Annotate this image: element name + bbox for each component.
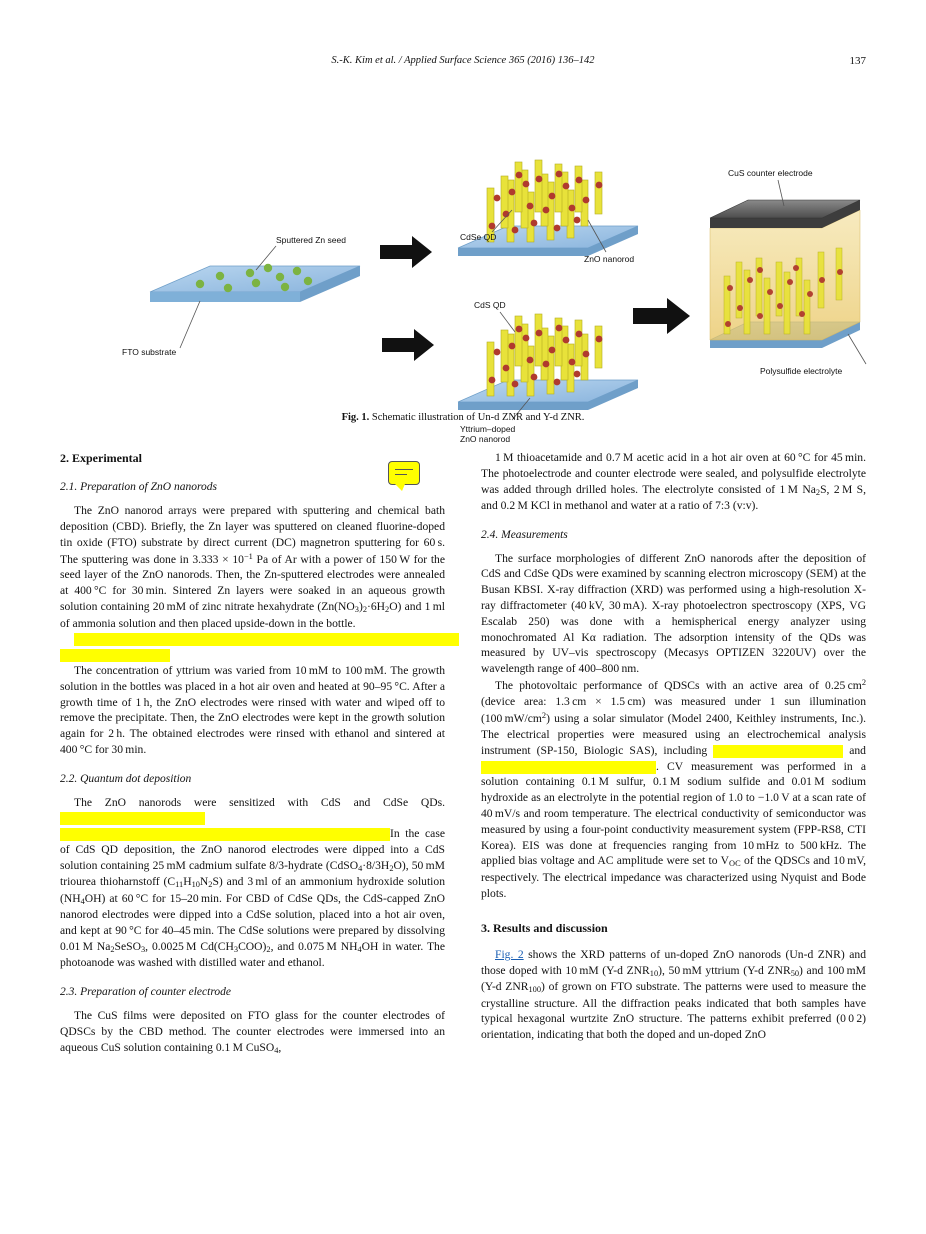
p2-part-c: ·8/3H: [362, 858, 390, 872]
figure-caption: [60, 412, 866, 423]
subsection-heading-2-3: 2.3. Preparation of counter electrode: [60, 986, 231, 999]
redacted-inline-2: [60, 828, 390, 841]
fig-arrow-right: [633, 298, 690, 334]
p2-sub-4: 4: [358, 863, 363, 873]
p6-part-e: of the QDSCs and 10 mV, respectively. The electrical impedance was characterized using Nyquist and Bode plots.: [481, 854, 866, 900]
p1-sub-2: 2: [362, 605, 367, 615]
redacted-block-1: [60, 631, 445, 663]
p6-sup-2: 2: [541, 710, 547, 720]
paragraph-photovoltaic: [481, 677, 866, 901]
fig-label-sputtered-zn-seed: Sputtered Zn seed: [276, 235, 346, 245]
p2-part-k: COO): [238, 939, 267, 953]
p7-part-d: ) of grown on FTO substrate. The patterns were used to measure the crystalline structure. All the diffraction peaks indicated that both samples have typical hexagonal wurtzite ZnO structure. The patterns exhibit preferred (0 0 2) orientation, indicating that both the doped and un-doped ZnO: [481, 980, 866, 1042]
p1-part-b: Pa of Ar with a power of 150 W for the seed layer of the ZnO nanorods. Then, the Zn-sputtered electrodes were annealed at 400 °C for 30 min. Sintered Zn layers were soaked in an aqueous growth solution containing 20 mM of zinc nitrate hexahydrate (Zn(NO: [60, 552, 445, 614]
running-head: [60, 55, 866, 69]
p2-sub-2: 2: [389, 863, 394, 873]
p6-part-a: The photovoltaic performance of QDSCs with an active area of 0.25 cm: [495, 679, 862, 693]
p6-part-c: ) using a solar simulator (Model 2400, Keithley instruments, Inc.). The electrical properties were measured using an electrochemical analysis instrument (SP-150, Biologic SAS), including: [481, 712, 866, 757]
p4-part-a: 1 M thioacetamide and 0.7 M acetic acid in a hot air oven at 60 °C for 45 min. The photoelectrode and counter electrode were sealed, and polysulfide electrolyte was added through drilled holes. The electrolyte consisted of 1 M Na: [481, 451, 866, 496]
paragraph-measurements: [481, 551, 866, 678]
p2-part-h: OH) at 60 °C for 15–20 min. For CBD of CdSe QDs, the CdS-capped ZnO nanorod electrodes were dipped into a CdSe solution, placed into a hot air oven, and kept at 90 °C for 40–45 min. The CdSe solutions were prepared by dissolving 0.01 M Na: [60, 891, 445, 953]
page-number: 137: [849, 55, 866, 67]
paragraph-zno-preparation: [60, 503, 445, 631]
p2-sub-3: 3: [140, 945, 146, 954]
subsection-heading-2-4: 2.4. Measurements: [481, 528, 568, 541]
section-heading-results: 3. Results and discussion: [481, 920, 608, 935]
p2-sub-2c: 2: [110, 945, 115, 954]
p1-sup: −1: [243, 551, 253, 561]
subsection-heading-2-2: 2.2. Quantum dot deposition: [60, 772, 192, 785]
p5-part-a: The surface morphologies of different ZnO nanorods after the deposition of CdS and CdSe QDs were examined by scanning electron microscopy (SEM) at the Busan KBSI. X-ray diffraction (XRD) was performed using a high-resolution X-ray diffractometer (40 kV, 30 mA). X-ray photoelectron spectroscopy (XPS, VG Escalab 250) was done with a hemispherical energy analyzer using monochromated Al Kα radiation. The adsorption intensity of the QDs was measured by UV–vis spectroscopy (Mecasys OPTIZEN 3220UV) over the wavelength range of 400–800 nm.: [481, 551, 866, 676]
p7-sub-100: 100: [528, 985, 542, 995]
p1-part-c: ): [358, 600, 363, 614]
fig-label-yttrium-doped: Yttrium–doped: [460, 424, 516, 434]
p2-part-i: SeSO: [114, 939, 141, 953]
p2-part-f: N: [199, 875, 209, 889]
p2-part-m: OH in water. The photoanode was washed with distilled water and ethanol.: [60, 939, 445, 970]
fig-label-polysulfide-electrolyte: Polysulfide electrolyte: [760, 366, 843, 376]
fig-arrow-up: [380, 236, 432, 268]
fig-left-substrate: [122, 235, 360, 357]
redacted-inline-3: [713, 745, 843, 758]
paragraph-counter-electrode-cont: [481, 450, 866, 514]
p1-part-d: ·6H: [366, 600, 386, 614]
redacted-inline-4: [481, 761, 656, 774]
fig-label-fto-substrate: FTO substrate: [122, 347, 177, 357]
p1-sub-2b: 2: [385, 605, 390, 615]
p2-part-j: , 0.0025 M Cd(CH: [145, 939, 234, 953]
p2-sub-10: 10: [191, 880, 200, 890]
p7-part-b: ), 50 mM yttrium (Y-d ZNR: [658, 963, 791, 977]
fig-label-zno-nanorod: ZnO nanorod: [584, 254, 635, 264]
redacted-line-2: [60, 649, 170, 662]
paragraph-qd-deposition: [60, 795, 445, 972]
p3-part-a: The CuS films were deposited on FTO glass for the counter electrodes of QDSCs by the CBD method. The counter electrodes were immersed into an aqueous CuS solution containing 0.1 M CuSO: [60, 1008, 445, 1054]
p7-sub-50: 50: [790, 968, 800, 978]
paragraph-counter-electrode: [60, 1008, 445, 1056]
subsection-heading-2-1: 2.1. Preparation of ZnO nanorods: [60, 481, 217, 494]
p2-sub-4c: 4: [357, 945, 362, 954]
running-head-text: S.-K. Kim et al. / Applied Surface Science 365 (2016) 136–142: [331, 55, 595, 66]
p3-sub-4: 4: [274, 1045, 279, 1055]
redacted-inline-1: [60, 812, 205, 825]
fig-label-cdse-qd: CdSe QD: [460, 232, 497, 242]
p2-part-b: In the case of CdS QD deposition, the ZnO nanorod electrodes were dipped into a CdS solution containing 25 mM cadmium sulfate 8/3-hydrate (CdSO: [60, 827, 445, 872]
p4-part-b: S, 2 M S, and 0.2 M KCl in methanol and water at a ratio of 7:3 (v:v).: [481, 482, 866, 513]
p2-sub-4b: 4: [80, 896, 85, 906]
p6-sup-1: 2: [861, 678, 866, 688]
p2-sub-3b: 3: [233, 945, 239, 954]
p7-sub-10: 10: [649, 968, 659, 978]
fig-arrow-down: [382, 329, 434, 361]
p7-part-c: ) and 100 mM (Y-d ZNR: [481, 963, 866, 994]
p2-sub-11: 11: [175, 880, 184, 890]
p2-part-a: The ZnO nanorods were sensitized with CdS and CdSe QDs.: [74, 795, 445, 809]
p1-part-f: The concentration of yttrium was varied from 10 mM to 100 mM. The growth solution in the bottles was placed in a hot air oven and heated at 90–95 °C. After a growth time of 1 h, the ZnO electrodes were rinsed with water and wiped off to remove the precipitate. Then, the ZnO electrodes were kept in the growth solution again for 2 h. The obtained electrodes were rinsed with ethanol and sintered at 400 °C for 30 min.: [60, 664, 445, 757]
p2-part-l: , and 0.075 M NH: [270, 939, 358, 953]
p6-part-d: . CV measurement was performed in a solution containing 0.1 M sulfur, 0.1 M sodium sulfide and 0.01 M sodium hydroxide as an electrolyte in the potential region of 1.0 to −1.0 V at a scan rate of 40 mV/s and room temperature. The electrical conductivity of semiconductor was measured by using a four-point conductivity measurement system (FPP-RS8, CTI Korea). EIS was done at frequencies ranging from 10 mHz to 500 kHz. The applied bias voltage and AC amplitude were set to V: [481, 759, 866, 868]
paragraph-results-intro: [481, 947, 866, 1043]
p2-part-d: O), 50 mM triourea thioharnstoff (C: [60, 858, 445, 889]
fig-label-cus-counter-electrode: CuS counter electrode: [728, 168, 813, 178]
p4-sub-2: 2: [815, 487, 821, 497]
p1-sub-3: 3: [354, 605, 359, 615]
p2-part-e: H: [183, 875, 192, 889]
fig-label-yttrium-doped-2: ZnO nanorod: [460, 434, 511, 444]
section-heading-experimental: 2. Experimental: [60, 451, 142, 465]
left-column: [60, 450, 445, 1056]
fig-label-cds-qd: CdS QD: [474, 300, 506, 310]
p3-part-b: ,: [278, 1040, 282, 1054]
redacted-line-1: [74, 633, 459, 646]
p7-part-a: shows the XRD patterns of un-doped ZnO nanorods (Un-d ZNR) and those doped with 10 mM (Y-d ZNR: [481, 947, 866, 977]
p1-part-e: O) and 1 ml of ammonia solution and then placed upside-down in the bottle.: [60, 600, 445, 630]
p2-sub-2d: 2: [266, 945, 271, 954]
figure-caption-text: Schematic illustration of Un-d ZNR and Y-d ZNR.: [371, 412, 585, 423]
p6-sub-oc: OC: [729, 859, 741, 869]
p1-part-a: The ZnO nanorod arrays were prepared with sputtering and chemical bath deposition (CBD). Briefly, the Zn layer was sputtered on cleaned fluorine-doped tin oxide (FTO) substrate by direct current (DC) magnetron sputtering for 60 s. The sputtering was done in 3.333 × 10: [60, 504, 445, 566]
fig-top-middle: [458, 160, 638, 264]
p6-part-b: (device area: 1.3 cm × 1.5 cm) was measured under 1 sun illumination (100 mW/cm: [481, 695, 866, 726]
fig-right-cell: [710, 168, 866, 376]
figure-caption-label: Fig. 1.: [341, 412, 370, 423]
p6-and: and: [849, 743, 866, 757]
right-column: [481, 450, 866, 1043]
p2-part-g: S) and 3 ml of an ammonium hydroxide solution (NH: [60, 875, 445, 905]
paragraph-yttrium-concentration: [60, 663, 445, 758]
figure-2-link[interactable]: Fig. 2: [495, 947, 524, 961]
p2-sub-2b: 2: [208, 880, 213, 890]
